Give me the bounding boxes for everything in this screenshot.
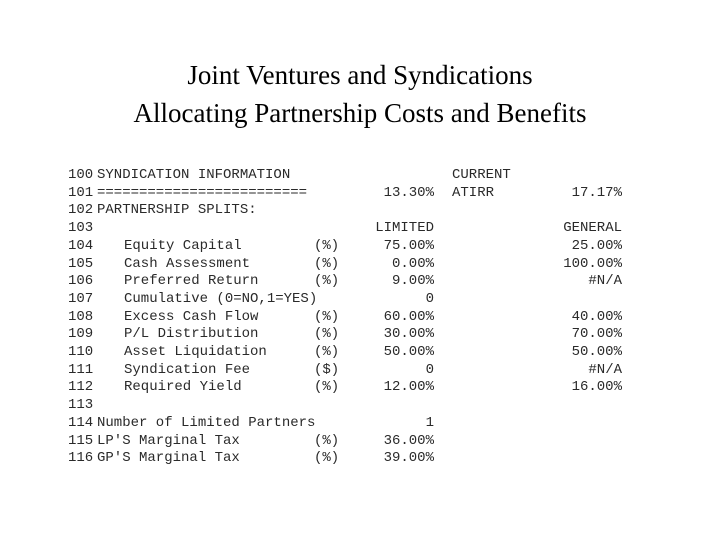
row-number: 106: [68, 273, 94, 290]
limited-value: 30.00%: [383, 326, 434, 343]
row-unit: (%): [314, 237, 340, 254]
row-unit: (%): [314, 379, 340, 396]
row-unit: (%): [314, 432, 340, 449]
row-unit: (%): [314, 308, 340, 325]
general-value: GENERAL: [563, 220, 622, 237]
limited-value: 36.00%: [383, 432, 434, 449]
table-row: [68, 290, 648, 308]
row-unit: ($): [314, 361, 340, 378]
general-value: 16.00%: [571, 379, 622, 396]
limited-value: 50.00%: [383, 344, 434, 360]
table-row: [68, 166, 648, 184]
row-number: 116: [68, 450, 94, 467]
row-unit: (%): [314, 344, 340, 360]
table-row: [68, 272, 648, 290]
row-unit: (%): [314, 273, 340, 290]
limited-value: 0: [425, 361, 434, 378]
row-number: 114: [68, 414, 94, 431]
general-value: 50.00%: [571, 344, 622, 360]
table-row: [68, 184, 648, 202]
limited-value: LIMITED: [375, 220, 434, 237]
row-number: 115: [68, 432, 94, 449]
row-number: 109: [68, 326, 94, 343]
row-number: 101: [68, 184, 94, 201]
row-number: 104: [68, 237, 94, 254]
table-row: [68, 414, 648, 432]
row-label: Asset Liquidation: [124, 344, 267, 360]
general-value: #N/A: [588, 273, 622, 290]
row-label: SYNDICATION INFORMATION: [97, 167, 291, 183]
page-subtitle: Allocating Partnership Costs and Benefits: [133, 98, 587, 128]
table-row: [68, 237, 648, 255]
page-title: Joint Ventures and Syndications: [187, 60, 533, 90]
current-cell: CURRENT: [452, 167, 511, 183]
row-number: 111: [68, 361, 94, 378]
limited-value: 0: [425, 290, 434, 307]
row-label: Number of Limited Partners: [97, 414, 316, 431]
row-label: Cash Assessment: [124, 255, 251, 272]
row-number: 113: [68, 397, 94, 414]
row-number: 102: [68, 202, 94, 219]
row-number: 110: [68, 344, 94, 360]
row-number: 103: [68, 220, 94, 237]
row-label: Excess Cash Flow: [124, 308, 259, 325]
table-row: [68, 219, 648, 237]
general-value: 40.00%: [571, 308, 622, 325]
row-unit: (%): [314, 450, 340, 467]
general-value: 70.00%: [571, 326, 622, 343]
row-label: PARTNERSHIP SPLITS:: [97, 202, 257, 219]
row-label: Equity Capital: [124, 237, 242, 254]
general-value: #N/A: [588, 361, 622, 378]
table-row: [68, 325, 648, 343]
table-row: [68, 396, 648, 414]
row-label: P/L Distribution: [124, 326, 259, 343]
table-row: [68, 432, 648, 450]
row-label: Syndication Fee: [124, 361, 251, 378]
row-label: LP'S Marginal Tax: [97, 432, 240, 449]
limited-value: 60.00%: [383, 308, 434, 325]
table-row: [68, 255, 648, 273]
table-row: [68, 449, 648, 467]
table-row: [68, 378, 648, 396]
limited-value: 75.00%: [383, 237, 434, 254]
row-label: =========================: [97, 184, 308, 201]
table-row: [68, 343, 648, 361]
limited-value: 39.00%: [383, 450, 434, 467]
general-value: 17.17%: [571, 184, 622, 201]
row-unit: (%): [314, 326, 340, 343]
table-row: [68, 361, 648, 379]
row-label: Cumulative (0=NO,1=YES): [124, 290, 318, 307]
table-row: [68, 308, 648, 326]
spreadsheet-table: [68, 166, 648, 476]
row-number: 108: [68, 308, 94, 325]
general-value: 25.00%: [571, 237, 622, 254]
row-unit: (%): [314, 255, 340, 272]
row-number: 100: [68, 167, 94, 183]
row-number: 112: [68, 379, 94, 396]
current-cell: ATIRR: [452, 184, 495, 201]
row-label: GP'S Marginal Tax: [97, 450, 240, 467]
limited-value: 9.00%: [391, 273, 434, 290]
limited-value: 0.00%: [391, 255, 434, 272]
limited-value: 1: [425, 414, 434, 431]
general-value: 100.00%: [563, 255, 622, 272]
row-number: 107: [68, 290, 94, 307]
row-label: Required Yield: [124, 379, 242, 396]
limited-value: 12.00%: [383, 379, 434, 396]
row-label: Preferred Return: [124, 273, 259, 290]
limited-value: 13.30%: [383, 184, 434, 201]
table-row: [68, 201, 648, 219]
row-number: 105: [68, 255, 94, 272]
